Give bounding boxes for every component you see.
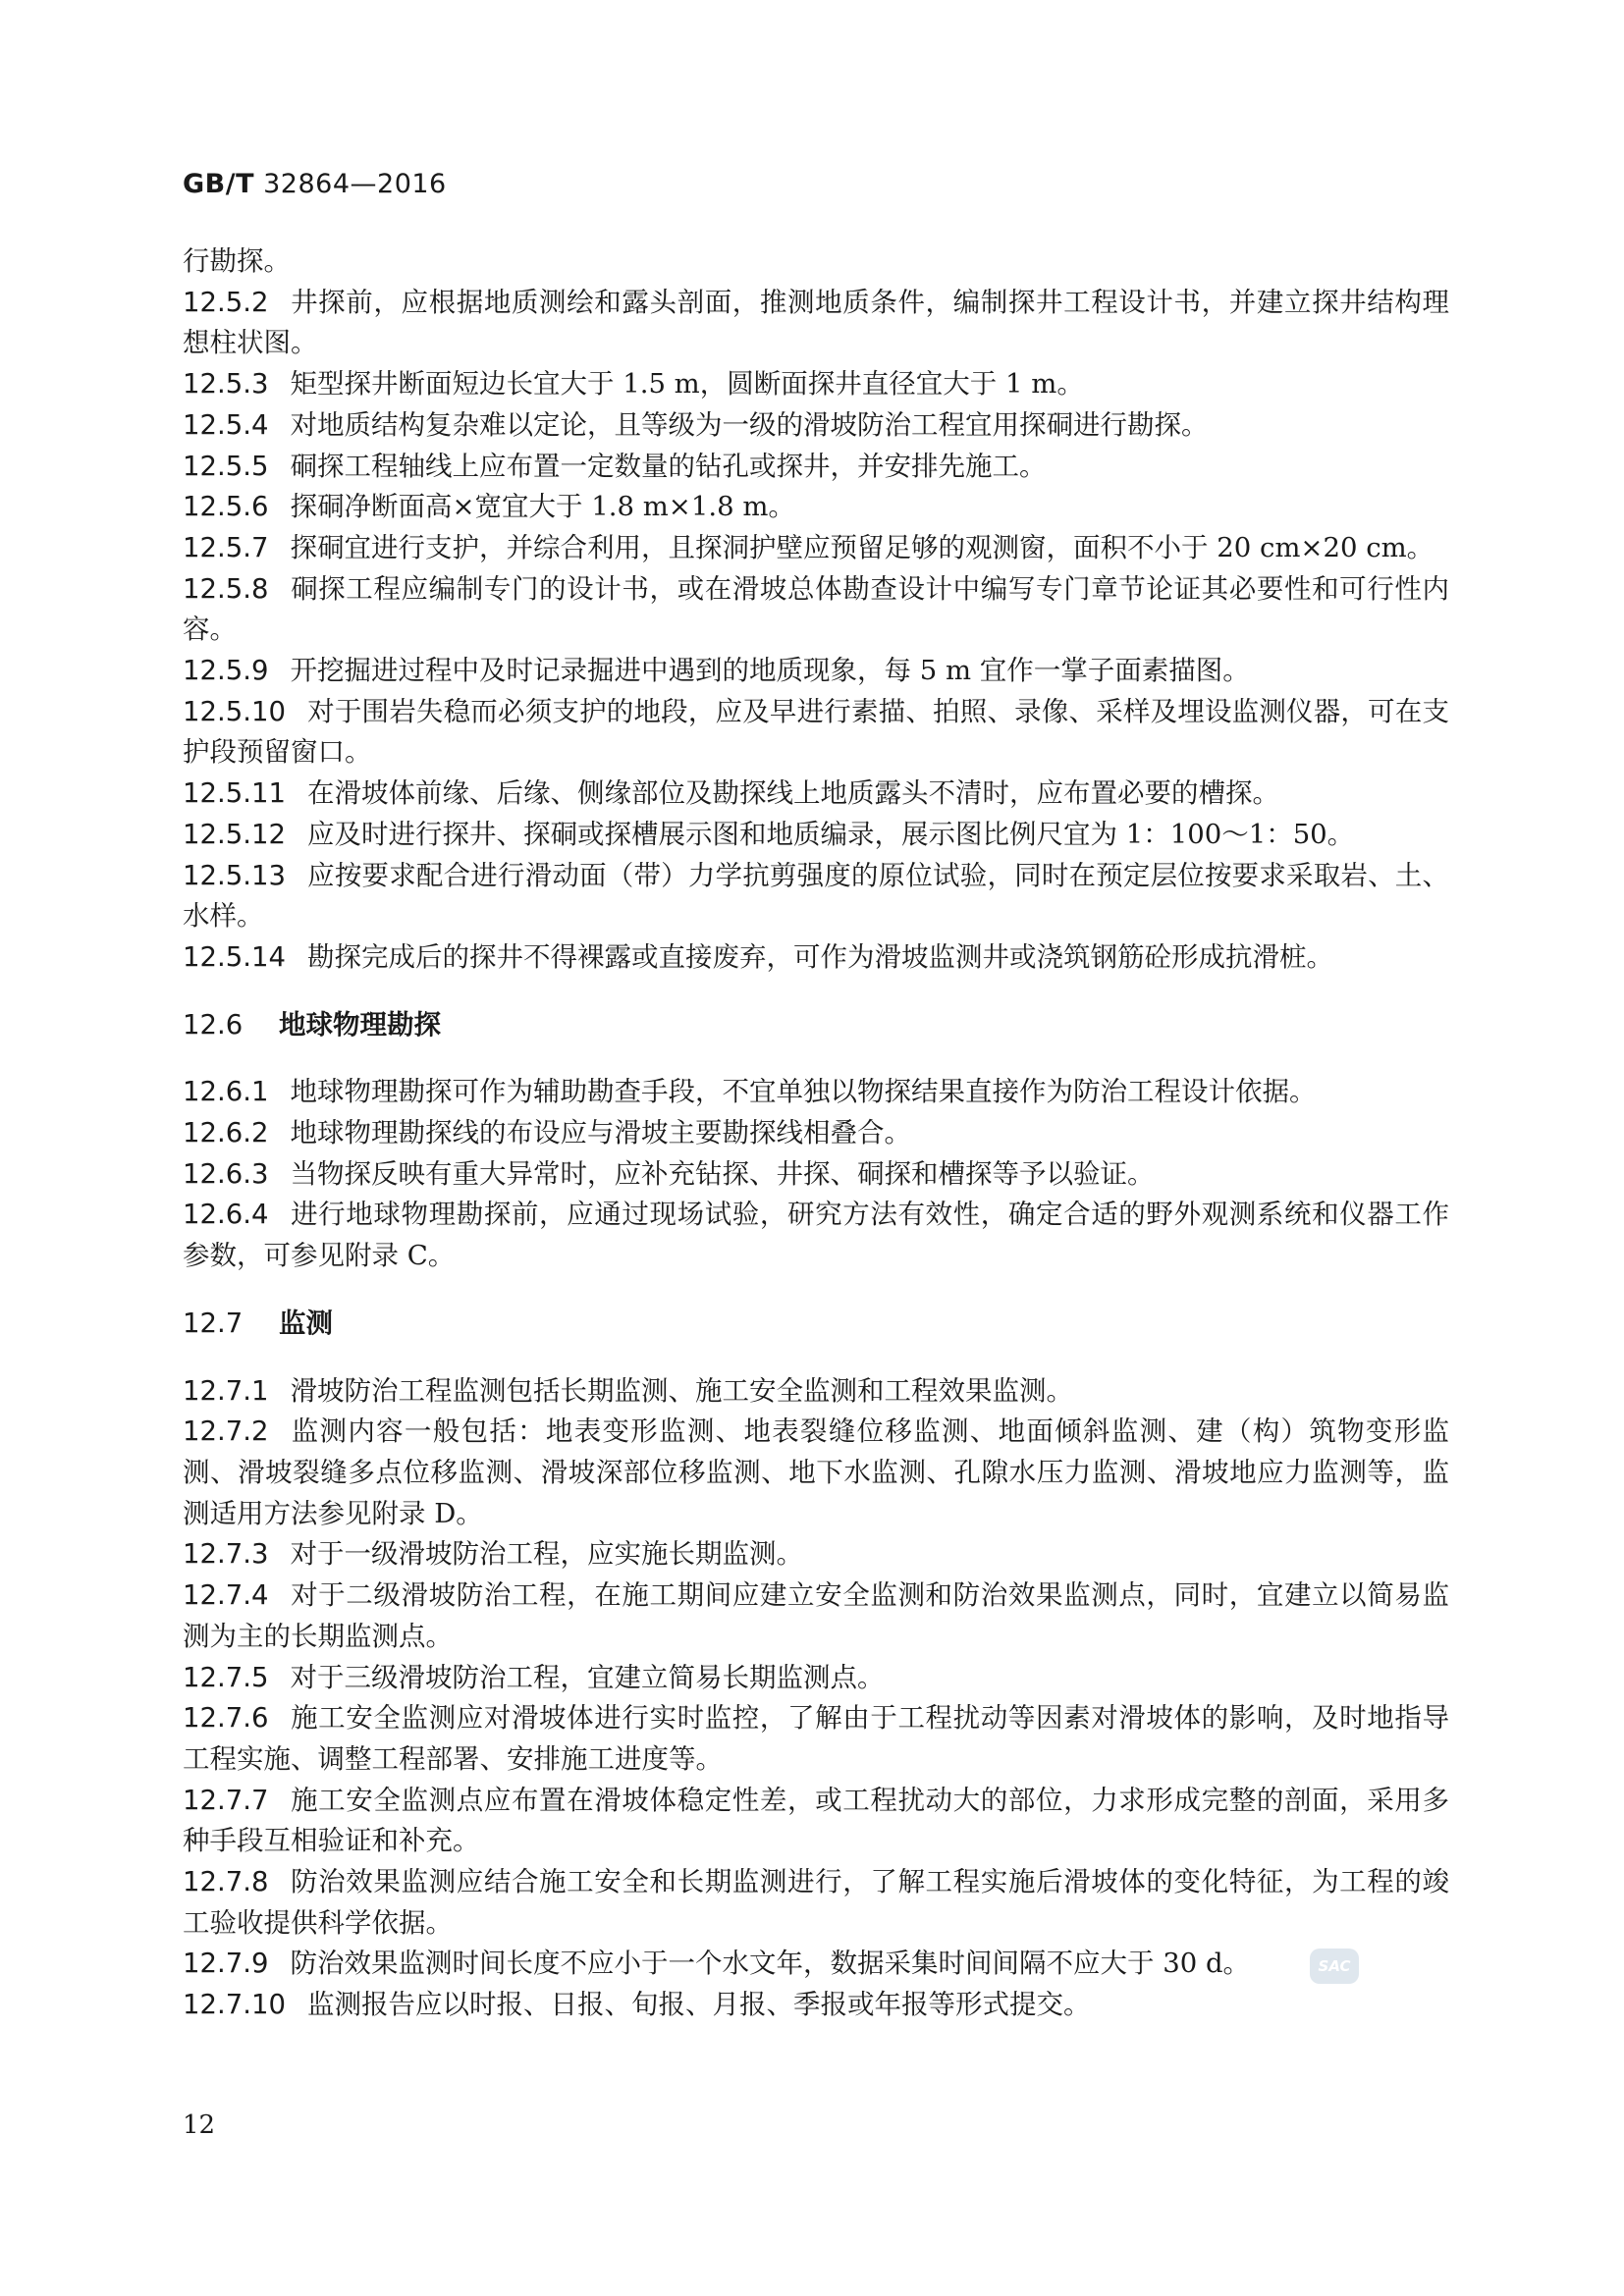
clause-paragraph — [183, 447, 1449, 488]
clause-number: 12.5.7 — [183, 531, 269, 563]
clause-paragraph — [183, 1862, 1449, 1944]
clause-text: 应按要求配合进行滑动面（带）力学抗剪强度的原位试验，同时在预定层位按要求采取岩、土、水样。 — [183, 859, 1449, 933]
clause-text: 对于一级滑坡防治工程，应实施长期监测。 — [290, 1538, 803, 1571]
clause-number: 12.7.4 — [183, 1579, 269, 1612]
clause-paragraph — [183, 815, 1449, 856]
clause-number: 12.5.2 — [183, 286, 269, 318]
sac-watermark-logo: SAC — [1310, 1949, 1359, 1984]
clause-paragraph — [183, 1575, 1449, 1657]
clause-text: 对于三级滑坡防治工程，宜建立简易长期监测点。 — [290, 1661, 885, 1693]
clause-number: 12.5.9 — [183, 655, 269, 687]
page-number: 12 — [183, 2110, 216, 2140]
clause-text: 勘探完成后的探井不得裸露或直接废弃，可作为滑坡监测井或浇筑钢筋砼形成抗滑桩。 — [306, 940, 1333, 973]
clause-paragraph — [183, 692, 1449, 774]
section-number: 12.7 — [183, 1307, 244, 1339]
clause-number: 12.5.6 — [183, 491, 269, 523]
section-12-5-clauses — [183, 241, 1449, 979]
clause-paragraph — [183, 1371, 1449, 1413]
clause-paragraph — [183, 528, 1449, 569]
standard-number: 32864—2016 — [263, 169, 447, 199]
clause-number: 12.7.2 — [183, 1415, 269, 1448]
clause-paragraph — [183, 1113, 1449, 1154]
clause-paragraph — [183, 364, 1449, 405]
document-body — [183, 241, 1449, 2026]
clause-text: 井探前，应根据地质测绘和露头剖面，推测地质条件，编制探井工程设计书，并建立探井结构理想柱状图。 — [183, 286, 1449, 359]
clause-text: 探硐净断面高×宽宜大于 1.8 m×1.8 m。 — [290, 491, 795, 523]
clause-number: 12.5.4 — [183, 408, 269, 441]
clause-text: 对地质结构复杂难以定论，且等级为一级的滑坡防治工程宜用探硐进行勘探。 — [290, 408, 1209, 441]
clause-paragraph — [183, 1195, 1449, 1276]
clause-paragraph — [183, 651, 1449, 692]
clause-text: 对于二级滑坡防治工程，在施工期间应建立安全监测和防治效果监测点，同时，宜建立以简易监测为主的长期监测点。 — [183, 1579, 1449, 1652]
clause-paragraph — [183, 241, 1449, 283]
clause-number: 12.5.13 — [183, 859, 286, 891]
clause-number: 12.5.12 — [183, 818, 286, 850]
clause-number: 12.6.4 — [183, 1199, 269, 1231]
section-12-7-clauses — [183, 1371, 1449, 2026]
clause-text: 监测报告应以时报、日报、旬报、月报、季报或年报等形式提交。 — [306, 1989, 1091, 2021]
clause-text: 施工安全监测点应布置在滑坡体稳定性差，或工程扰动大的部位，力求形成完整的剖面，采用多种手段互相验证和补充。 — [183, 1784, 1449, 1857]
clause-text: 行勘探。 — [183, 245, 291, 277]
clause-number: 12.7.8 — [183, 1866, 269, 1898]
clause-paragraph — [183, 1698, 1449, 1780]
clause-text: 应及时进行探井、探硐或探槽展示图和地质编录，展示图比例尺宜为 1：100～1：50。 — [306, 818, 1355, 850]
standard-prefix: GB/T — [183, 169, 255, 199]
clause-paragraph — [183, 1781, 1449, 1862]
section-number: 12.6 — [183, 1008, 244, 1041]
clause-paragraph — [183, 1658, 1449, 1699]
clause-text: 在滑坡体前缘、后缘、侧缘部位及勘探线上地质露头不清时，应布置必要的槽探。 — [306, 777, 1279, 810]
standard-code — [183, 169, 447, 199]
clause-number: 12.5.14 — [183, 940, 286, 973]
clause-paragraph — [183, 937, 1449, 979]
clause-number: 12.5.8 — [183, 572, 269, 605]
clause-paragraph — [183, 774, 1449, 815]
section-title: 地球物理勘探 — [278, 1008, 441, 1041]
clause-paragraph — [183, 1985, 1449, 2026]
clause-text: 防治效果监测时间长度不应小于一个水文年，数据采集时间间隔不应大于 30 d。 — [290, 1948, 1251, 1980]
clause-text: 滑坡防治工程监测包括长期监测、施工安全监测和工程效果监测。 — [290, 1374, 1073, 1407]
clause-number: 12.5.10 — [183, 695, 286, 727]
clause-paragraph — [183, 1412, 1449, 1534]
clause-text: 探硐宜进行支护，并综合利用，且探洞护壁应预留足够的观测窗，面积不小于 20 cm×20 cm。 — [290, 531, 1435, 563]
clause-text: 当物探反映有重大异常时，应补充钻探、井探、硐探和槽探等予以验证。 — [290, 1157, 1155, 1190]
clause-number: 12.5.11 — [183, 777, 286, 810]
clause-number: 12.5.3 — [183, 368, 269, 400]
clause-paragraph — [183, 1944, 1449, 1985]
clause-number: 12.7.1 — [183, 1374, 269, 1407]
clause-number: 12.7.6 — [183, 1702, 269, 1735]
clause-text: 进行地球物理勘探前，应通过现场试验，研究方法有效性，确定合适的野外观测系统和仪器工作参数，可参见附录 C。 — [183, 1199, 1449, 1272]
section-12-6-clauses — [183, 1072, 1449, 1277]
clause-number: 12.7.10 — [183, 1989, 286, 2021]
section-heading-12-6 — [183, 1005, 1449, 1046]
clause-paragraph — [183, 1154, 1449, 1196]
clause-number: 12.7.3 — [183, 1538, 269, 1571]
clause-text: 开挖掘进过程中及时记录掘进中遇到的地质现象，每 5 m 宜作一掌子面素描图。 — [290, 655, 1250, 687]
clause-text: 硐探工程应编制专门的设计书，或在滑坡总体勘查设计中编写专门章节论证其必要性和可行性内容。 — [183, 572, 1449, 646]
clause-number: 12.6.3 — [183, 1157, 269, 1190]
clause-text: 对于围岩失稳而必须支护的地段，应及早进行素描、拍照、录像、采样及埋设监测仪器，可在支护段预留窗口。 — [183, 695, 1449, 769]
clause-paragraph — [183, 487, 1449, 528]
section-title: 监测 — [278, 1307, 333, 1339]
clause-text: 防治效果监测应结合施工安全和长期监测进行，了解工程实施后滑坡体的变化特征，为工程的竣工验收提供科学依据。 — [183, 1866, 1449, 1939]
clause-number: 12.7.7 — [183, 1784, 269, 1816]
clause-number: 12.6.1 — [183, 1076, 269, 1108]
clause-number: 12.6.2 — [183, 1117, 269, 1149]
clause-text: 地球物理勘探线的布设应与滑坡主要勘探线相叠合。 — [290, 1117, 911, 1149]
clause-text: 硐探工程轴线上应布置一定数量的钻孔或探井，并安排先施工。 — [290, 450, 1047, 482]
clause-number: 12.7.5 — [183, 1661, 269, 1693]
clause-number: 12.5.5 — [183, 450, 269, 482]
clause-number: 12.7.9 — [183, 1948, 269, 1980]
clause-text: 监测内容一般包括：地表变形监测、地表裂缝位移监测、地面倾斜监测、建（构）筑物变形监测、滑坡裂缝多点位移监测、滑坡深部位移监测、地下水监测、孔隙水压力监测、滑坡地应力监测等，监测适用方法参见附录 D。 — [183, 1415, 1449, 1529]
section-heading-12-7 — [183, 1304, 1449, 1345]
clause-paragraph — [183, 856, 1449, 937]
clause-text: 地球物理勘探可作为辅助勘查手段，不宜单独以物探结果直接作为防治工程设计依据。 — [290, 1076, 1317, 1108]
clause-text: 施工安全监测应对滑坡体进行实时监控，了解由于工程扰动等因素对滑坡体的影响，及时地指导工程实施、调整工程部署、安排施工进度等。 — [183, 1702, 1449, 1775]
clause-paragraph — [183, 405, 1449, 447]
clause-paragraph — [183, 1072, 1449, 1113]
clause-paragraph — [183, 283, 1449, 364]
clause-text: 矩型探井断面短边长宜大于 1.5 m，圆断面探井直径宜大于 1 m。 — [290, 368, 1084, 400]
clause-paragraph — [183, 569, 1449, 651]
clause-paragraph — [183, 1534, 1449, 1575]
